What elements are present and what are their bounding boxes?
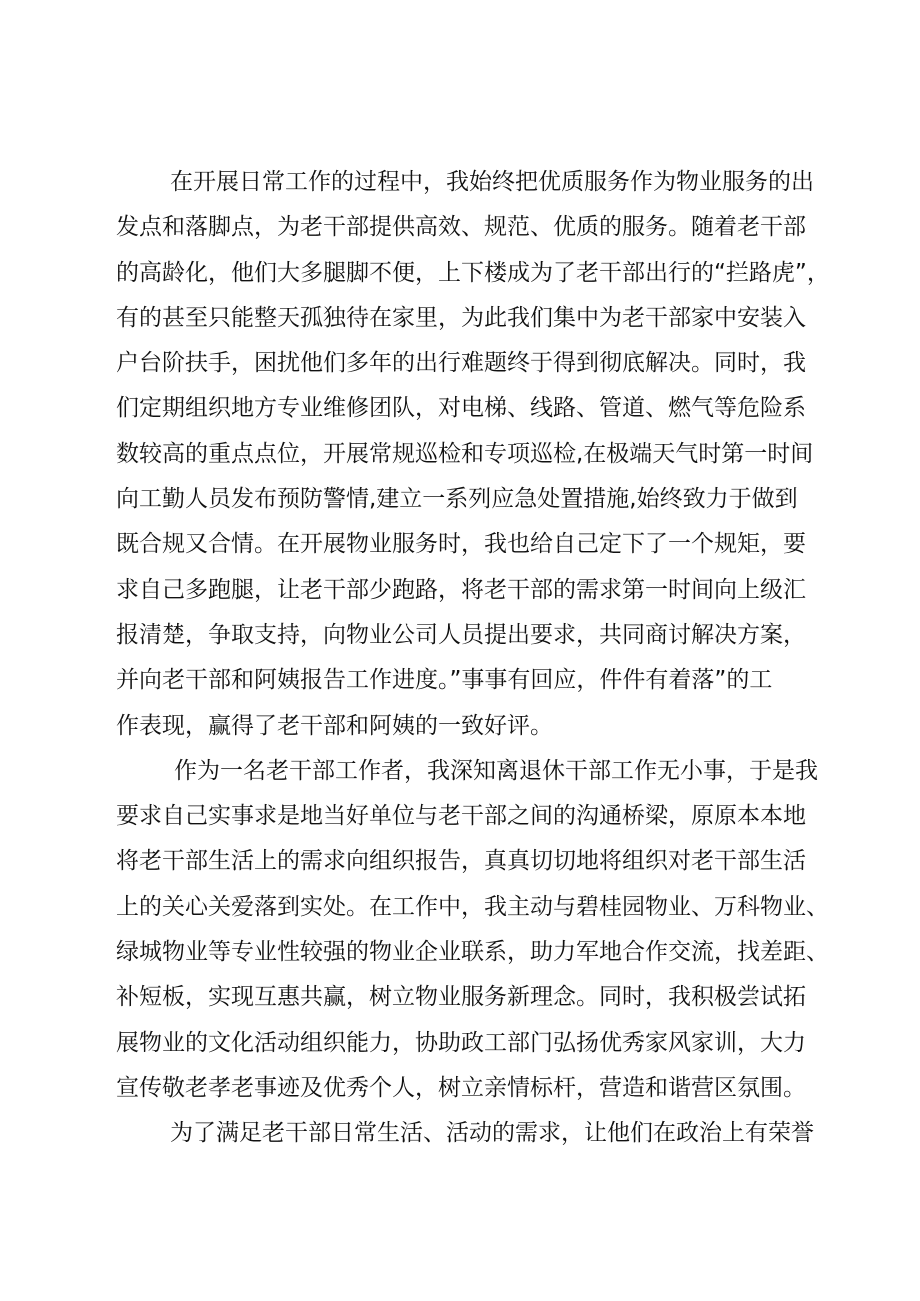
paragraph-2-line-4: 上的关心关爱落到实处。在工作中，我主动与碧桂园物业、万科物业、 — [116, 893, 829, 920]
paragraph-1-line-1: 在开展日常工作的过程中，我始终把优质服务作为物业服务的出 — [170, 169, 814, 195]
paragraph-1-line-7: 数较高的重点点位，开展常规巡检和专项巡检,在极端天气时第一时间 — [116, 440, 814, 467]
paragraph-2-line-1: 作为一名老干部工作者，我深知离退休干部工作无小事，于是我 — [174, 757, 818, 784]
paragraph-1-line-12: 并向老干部和阿姨报告工作进度。”事事有回应，件件有着落”的工 — [116, 667, 773, 694]
paragraph-1-line-9: 既合规又合情。在开展物业服务时，我也给自己定下了一个规矩，要 — [116, 531, 806, 558]
paragraph-1-line-13: 作表现，赢得了老干部和阿姨的一致好评。 — [116, 712, 553, 739]
paragraph-3-line-1: 为了满足老干部日常生活、活动的需求，让他们在政治上有荣誉 — [170, 1120, 814, 1147]
paragraph-1-line-8: 向工勤人员发布预防警情,建立一系列应急处置措施,始终致力于做到 — [116, 486, 798, 513]
paragraph-2-line-7: 展物业的文化活动组织能力，协助政工部门弘扬优秀家风家训，大力 — [116, 1029, 806, 1056]
paragraph-1-line-10: 求自己多跑腿，让老干部少跑路，将老干部的需求第一时间向上级汇 — [116, 576, 806, 603]
paragraph-2-line-5: 绿城物业等专业性较强的物业企业联系，助力军地合作交流，找差距、 — [116, 939, 829, 966]
paragraph-2-line-6: 补短板，实现互惠共赢，树立物业服务新理念。同时，我积极尝试拓 — [116, 984, 806, 1011]
body-text — [116, 160, 830, 1157]
paragraph-1-line-5: 户台阶扶手，困扰他们多年的出行难题终于得到彻底解决。同时，我 — [116, 350, 806, 377]
paragraph-2-line-2: 要求自己实事求是地当好单位与老干部之间的沟通桥梁，原原本本地 — [116, 803, 806, 830]
paragraph-1-line-11: 报清楚，争取支持，向物业公司人员提出要求，共同商讨解决方案， — [116, 621, 806, 648]
paragraph-1-line-2: 发点和落脚点，为老干部提供高效、规范、优质的服务。随着老干部 — [116, 214, 806, 241]
paragraph-1-line-6: 们定期组织地方专业维修团队，对电梯、线路、管道、燃气等危险系 — [116, 395, 806, 422]
paragraph-2-line-8: 宣传敬老孝老事迹及优秀个人，树立亲情标杆，营造和谐营区氛围。 — [116, 1074, 806, 1101]
paragraph-1-line-3: 的高龄化，他们大多腿脚不便，上下楼成为了老干部出行的“拦路虎”， — [116, 259, 830, 286]
paragraph-1-line-4: 有的甚至只能整天孤独待在家里，为此我们集中为老干部家中安装入 — [116, 304, 806, 331]
paragraph-2-line-3: 将老干部生活上的需求向组织报告，真真切切地将组织对老干部生活 — [116, 848, 806, 875]
